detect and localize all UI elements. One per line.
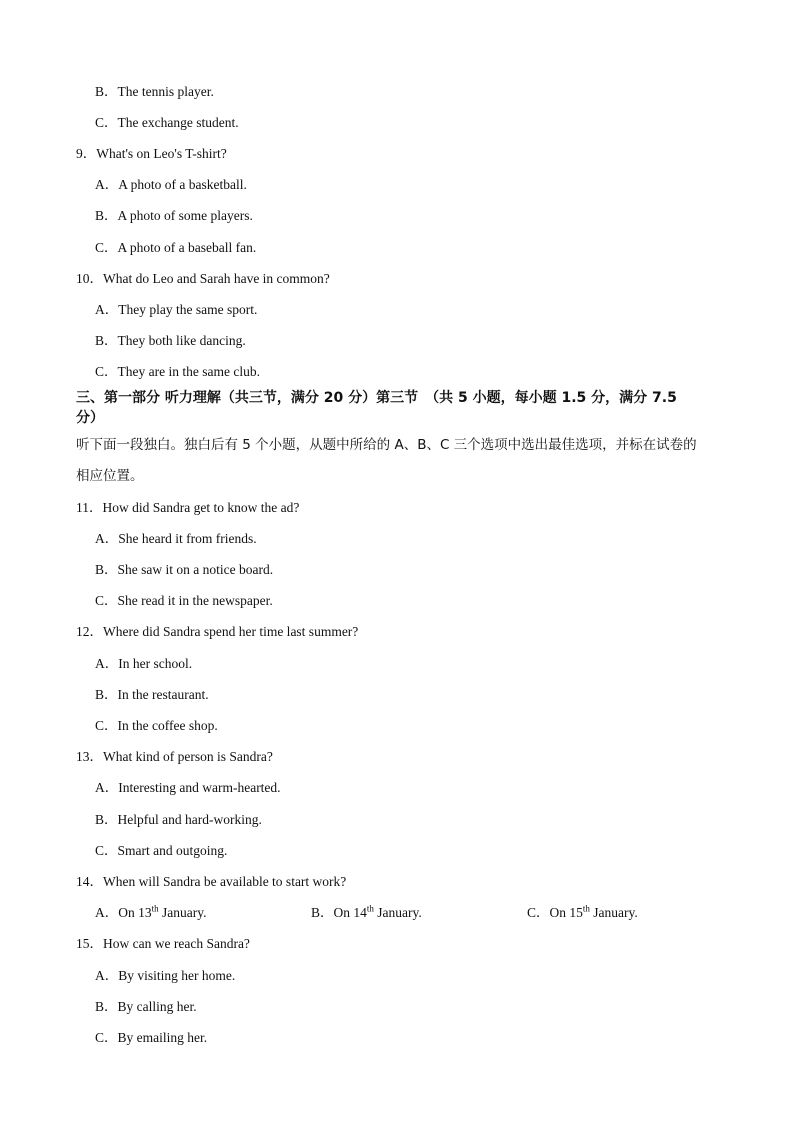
section-heading-line1: 三、第一部分 听力理解（共三节，满分 20 分）第三节 （共 5 小题，每小题 1.5 分，满分 7.5 (76, 390, 677, 406)
q11-stem: 11．How did Sandra get to know the ad? (76, 500, 300, 515)
q9-stem: 9．What's on Leo's T-shirt? (76, 146, 227, 161)
q14-option-c: C．On 15th January. (527, 903, 638, 920)
q14-option-b: B．On 14th January. (311, 903, 422, 920)
q13-stem: 13．What kind of person is Sandra? (76, 749, 273, 764)
q8-option-b: B．The tennis player. (95, 84, 214, 99)
q12-option-c: C．In the coffee shop. (95, 718, 218, 733)
q11-option-b: B．She saw it on a notice board. (95, 562, 274, 577)
q13-option-c: C．Smart and outgoing. (95, 843, 228, 858)
q14-stem: 14．When will Sandra be available to start work? (76, 874, 347, 889)
q9-option-c: C．A photo of a baseball fan. (95, 240, 257, 255)
section-instruction-line2: 相应位置。 (76, 468, 144, 484)
q10-stem: 10．What do Leo and Sarah have in common? (76, 271, 330, 286)
q12-option-b: B．In the restaurant. (95, 687, 209, 702)
q15-stem: 15．How can we reach Sandra? (76, 936, 250, 951)
q12-option-a: A．In her school. (95, 656, 193, 671)
q12-stem: 12．Where did Sandra spend her time last summer? (76, 624, 359, 639)
q8-option-c: C．The exchange student. (95, 115, 239, 130)
q11-option-a: A．She heard it from friends. (95, 531, 257, 546)
q9-option-b: B．A photo of some players. (95, 208, 253, 223)
q10-option-c: C．They are in the same club. (95, 364, 260, 379)
q10-option-b: B．They both like dancing. (95, 333, 246, 348)
section-heading-line2: 分） (76, 410, 104, 426)
q13-option-a: A．Interesting and warm-hearted. (95, 780, 281, 795)
q15-option-c: C．By emailing her. (95, 1030, 208, 1045)
section-instruction-line1: 听下面一段独白。独白后有 5 个小题，从题中所给的 A、B、C 三个选项中选出最佳选项，并标在试卷的 (76, 437, 697, 453)
q14-option-a: A．On 13th January. (95, 903, 207, 920)
q13-option-b: B．Helpful and hard-working. (95, 812, 262, 827)
q10-option-a: A．They play the same sport. (95, 302, 258, 317)
q11-option-c: C．She read it in the newspaper. (95, 593, 273, 608)
q9-option-a: A．A photo of a basketball. (95, 177, 247, 192)
q15-option-b: B．By calling her. (95, 999, 197, 1014)
q15-option-a: A．By visiting her home. (95, 968, 236, 983)
